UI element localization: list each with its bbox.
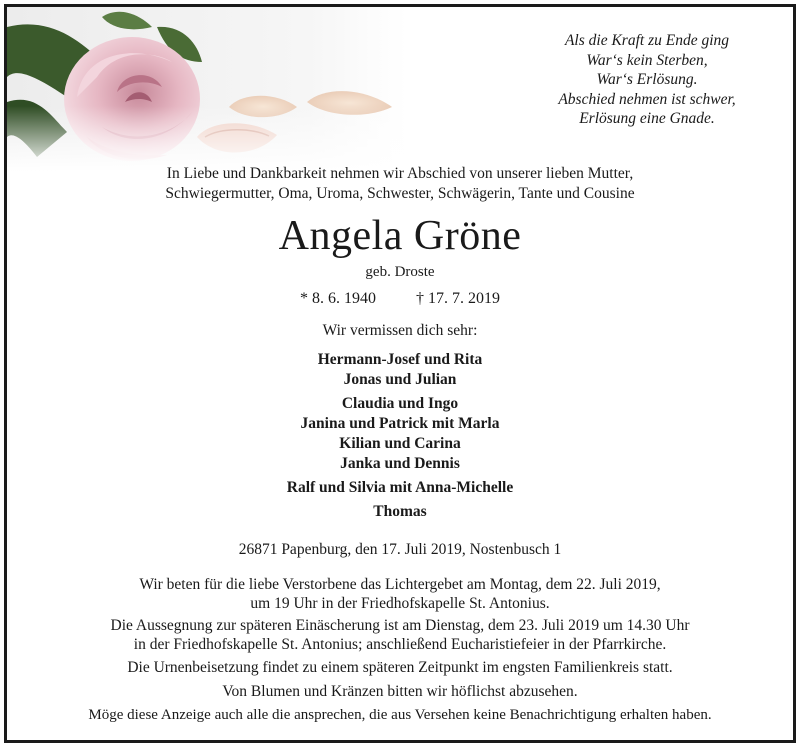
life-dates xyxy=(7,289,793,309)
notice-line: Wir beten für die liebe Verstorbene das Lichtergebet am Montag, dem 22. Juli 2019, xyxy=(139,576,661,593)
mourner-name: Ralf und Silvia mit Anna-Michelle xyxy=(286,479,514,496)
mourners-intro: Wir vermissen dich sehr: xyxy=(322,322,478,339)
notice-line: Die Aussegnung zur späteren Einäscherung ist am Dienstag, dem 23. Juli 2019 um 14.30 Uhr xyxy=(110,617,690,634)
poem-line: Als die Kraft zu Ende ging xyxy=(564,32,730,49)
poem-line: Erlösung eine Gnade. xyxy=(579,110,715,127)
poem-line: War‘s Erlösung. xyxy=(596,71,698,88)
mourner-name: Claudia und Ingo xyxy=(341,395,459,412)
mourner-name: Janina und Patrick mit Marla xyxy=(300,415,500,432)
place-date-address: 26871 Papenburg, den 17. Juli 2019, Nostenbusch 1 xyxy=(238,541,562,558)
birth-date: * 8. 6. 1940 xyxy=(300,290,376,307)
notice-line: Die Urnenbeisetzung findet zu einem späteren Zeitpunkt im engsten Familienkreis statt. xyxy=(127,659,673,676)
rose-image xyxy=(7,7,407,172)
mourner-name: Jonas und Julian xyxy=(343,371,457,388)
mourner-name: Janka und Dennis xyxy=(340,455,460,472)
intro-line: In Liebe und Dankbarkeit nehmen wir Abschied von unserer lieben Mutter, xyxy=(166,165,634,182)
notice-line: in der Friedhofskapelle St. Antonius; anschließend Eucharistiefeier in der Pfarrkirche. xyxy=(133,636,667,653)
obituary-notice xyxy=(4,4,796,743)
mourner-name: Hermann-Josef und Rita xyxy=(317,351,483,368)
intro-text xyxy=(7,164,793,203)
intro-line: Schwiegermutter, Oma, Uroma, Schwester, Schwägerin, Tante und Cousine xyxy=(165,184,635,202)
poem xyxy=(507,31,787,129)
poem-line: War‘s kein Sterben, xyxy=(586,51,708,69)
notice-line: Möge diese Anzeige auch alle die ansprechen, die aus Versehen keine Benachrichtigung erhalten haben. xyxy=(88,707,712,723)
mourner-name: Kilian und Carina xyxy=(339,435,461,452)
mourner-name: Thomas xyxy=(373,503,427,520)
notice-line: um 19 Uhr in der Friedhofskapelle St. Antonius. xyxy=(250,595,550,612)
death-date: † 17. 7. 2019 xyxy=(416,290,500,307)
notice-line: Von Blumen und Kränzen bitten wir höflichst abzusehen. xyxy=(222,683,578,700)
poem-line: Abschied nehmen ist schwer, xyxy=(558,90,736,108)
deceased-name: Angela Gröne xyxy=(278,213,522,259)
birth-name: geb. Droste xyxy=(365,264,435,280)
